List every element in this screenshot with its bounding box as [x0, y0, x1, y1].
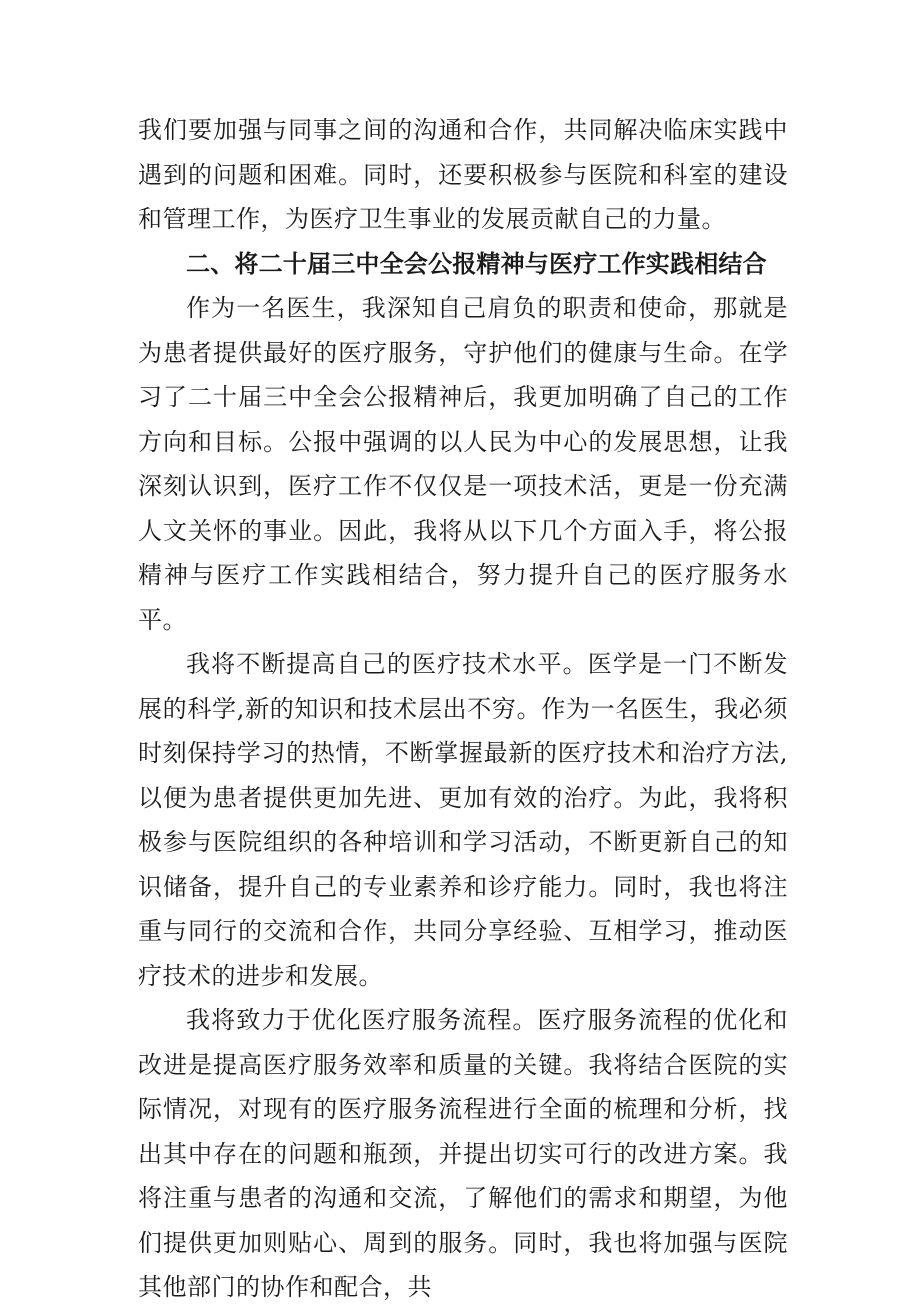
paragraph-intro: 我们要加强与同事之间的沟通和合作，共同解决临床实践中遇到的问题和困难。同时，还要积极参与医院和科室的建设和管理工作，为医疗卫生事业的发展贡献自己的力量。 — [138, 116, 788, 233]
document-body — [138, 108, 788, 1310]
paragraph-3: 我将致力于优化医疗服务流程。医疗服务流程的优化和改进是提高医疗服务效率和质量的关键。我将结合医院的实际情况，对现有的医疗服务流程进行全面的梳理和分析，找出其中存在的问题和瓶颈，并提出切实可行的改进方案。我将注重与患者的沟通和交流，了解他们的需求和期望，为他们提供更加则贴心、周到的服务。同时，我也将加强与医院其他部门的协作和配合，共 — [138, 1006, 788, 1301]
paragraph-1: 作为一名医生，我深知自己肩负的职责和使命，那就是为患者提供最好的医疗服务，守护他们的健康与生命。在学习了二十届三中全会公报精神后，我更加明确了自己的工作方向和目标。公报中强调的以人民为中心的发展思想，让我深刻认识到，医疗工作不仅仅是一项技术活，更是一份充满人文关怀的事业。因此，我将从以下几个方面入手，将公报精神与医疗工作实践相结合，努力提升自己的医疗服务水平。 — [138, 294, 788, 634]
paragraph-2: 我将不断提高自己的医疗技术水平。医学是一门不断发展的科学,新的知识和技术层出不穷。作为一名医生，我必须时刻保持学习的热情，不断掌握最新的医疗技术和治疗方法,以便为患者提供更加先进、更加有效的治疗。为此，我将积极参与医院组织的各种培训和学习活动，不断更新自己的知识储备，提升自己的专业素养和诊疗能力。同时，我也将注重与同行的交流和合作，共同分享经验、互相学习，推动医疗技术的进步和发展。 — [138, 650, 788, 990]
section-heading: 二、将二十届三中全会公报精神与医疗工作实践相结合 — [186, 249, 767, 278]
